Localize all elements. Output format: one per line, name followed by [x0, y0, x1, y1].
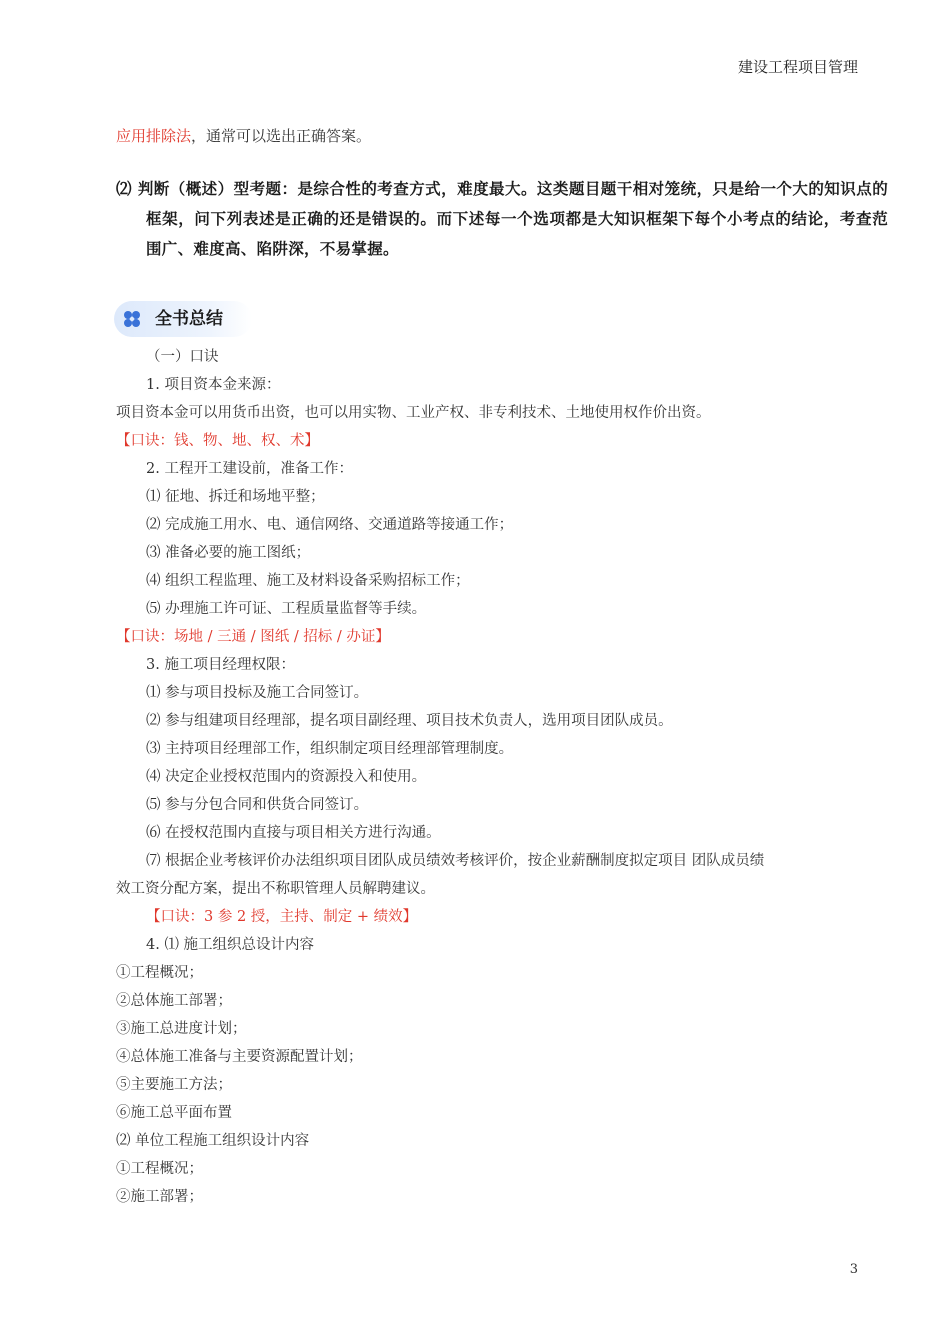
item-heading: 2. 工程开工建设前，准备工作：	[146, 461, 353, 477]
list-item: ②施工部署；	[116, 1189, 203, 1205]
list-item: ⑤主要施工方法；	[116, 1077, 232, 1093]
list-item: ⑵ 参与组建项目经理部，提名项目副经理、项目技术负责人，选用项目团队成员。	[146, 713, 673, 729]
section-heading	[114, 301, 252, 337]
intro-line	[116, 124, 371, 148]
mnemonic: 【口诀：钱、物、地、权、术】	[116, 433, 319, 449]
running-header: 建设工程项目管理	[737, 58, 858, 76]
list-item: ⑴ 参与项目投标及施工合同签订。	[146, 685, 369, 701]
list-item: ⑷ 组织工程监理、施工及材料设备采购招标工作；	[146, 573, 470, 589]
list-item: ⑶ 主持项目经理部工作，组织制定项目经理部管理制度。	[146, 741, 514, 757]
intro-rest: ，通常可以选出正确答案。	[191, 127, 372, 145]
list-item: ⑵ 完成施工用水、电、通信网络、交通道路等接通工作；	[146, 517, 514, 533]
mnemonic-heading: （一）口诀	[146, 349, 219, 365]
item-heading: 4. ⑴ 施工组织总设计内容	[146, 937, 315, 953]
list-item: ⑴ 征地、拆迁和场地平整；	[146, 489, 325, 505]
mnemonic: 【口诀：场地 / 三通 / 图纸 / 招标 / 办证】	[116, 629, 390, 645]
list-item: ⑹ 在授权范围内直接与项目相关方进行沟通。	[146, 825, 441, 841]
section-title: 全书总结	[155, 309, 223, 329]
list-item: ③施工总进度计划；	[116, 1021, 247, 1037]
list-item: ①工程概况；	[116, 965, 203, 981]
list-item: ⑶ 准备必要的施工图纸；	[146, 545, 311, 561]
list-item: ①工程概况；	[116, 1161, 203, 1177]
sub-heading: ⑵ 单位工程施工组织设计内容	[116, 1133, 310, 1149]
body-text: 项目资本金可以用货币出资，也可以用实物、工业产权、非专利技术、土地使用权作价出资。	[116, 405, 711, 421]
list-item: ⑥施工总平面布置	[116, 1105, 232, 1121]
item-heading: 1. 项目资本金来源：	[146, 377, 281, 393]
item-heading: 3. 施工项目经理权限：	[146, 657, 295, 673]
summary-body	[116, 343, 858, 1211]
list-item: ⑸ 参与分包合同和供货合同签订。	[146, 797, 369, 813]
list-item: ⑷ 决定企业授权范围内的资源投入和使用。	[146, 769, 427, 785]
mnemonic: 【口诀：3 参 2 授，主持、制定 + 绩效】	[146, 909, 418, 925]
four-petal-icon	[123, 310, 141, 328]
list-item: ④总体施工准备与主要资源配置计划；	[116, 1049, 363, 1065]
list-item: ⑺ 根据企业考核评价办法组织项目团队成员绩效考核评价，按企业薪酬制度拟定项目 团队成员绩	[146, 853, 765, 869]
list-item: ②总体施工部署；	[116, 993, 232, 1009]
question-type-2: ⑵ 判断（概述）型考题：是综合性的考查方式，难度最大。这类题目题干相对笼统，只是给一个大的知识点的框架，问下列表述是正确的还是错误的。而下述每一个选项都是大知识框架下每个小考点的结论，考查范围广、难度高、陷阱深，不易掌握。	[116, 180, 888, 258]
page-number: 3	[849, 1262, 858, 1277]
list-item: ⑸ 办理施工许可证、工程质量监督等手续。	[146, 601, 427, 617]
intro-highlight: 应用排除法	[116, 127, 192, 145]
list-item-continued: 效工资分配方案，提出不称职管理人员解聘建议。	[116, 881, 435, 897]
